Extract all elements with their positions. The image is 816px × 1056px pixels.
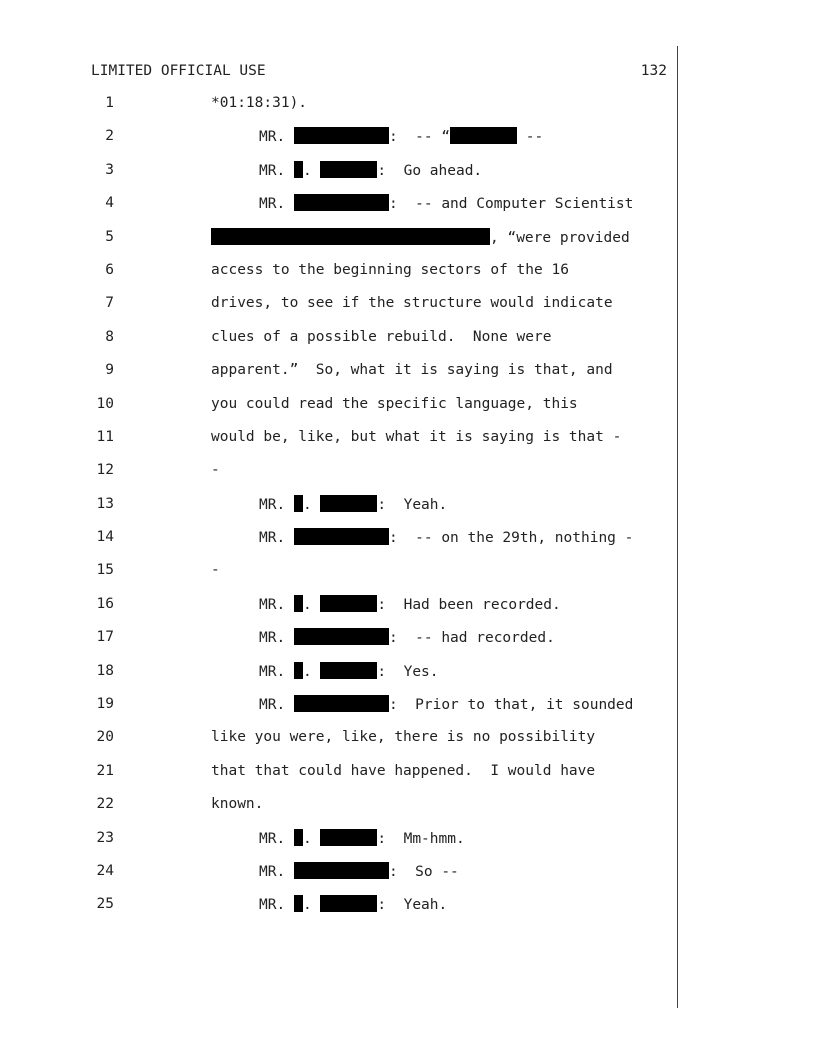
transcript-line [0, 395, 816, 428]
line-number: 22 [96, 796, 114, 813]
line-text: MR. . : Yes. [259, 663, 439, 680]
classification-header: LIMITED OFFICIAL USE [91, 63, 266, 79]
transcript-line [0, 261, 816, 294]
speaker-prefix: MR. [259, 530, 286, 547]
line-number: 19 [96, 696, 114, 713]
line-number: 13 [96, 495, 114, 512]
line-text: MR. . : Yeah. [259, 897, 448, 914]
line-text: MR. : -- on the 29th, nothing - [259, 530, 634, 547]
transcript-line [0, 161, 816, 194]
line-text: MR. : -- had recorded. [259, 630, 555, 647]
redaction-block [294, 595, 303, 612]
transcript-line [0, 461, 816, 494]
redaction-block [320, 595, 377, 612]
transcript-line [0, 829, 816, 862]
transcript-line [0, 294, 816, 327]
redaction-block [294, 127, 389, 144]
line-number: 10 [96, 395, 114, 412]
transcript-line [0, 127, 816, 160]
line-number: 11 [96, 428, 114, 445]
speaker-prefix: MR. [259, 630, 286, 647]
line-text: you could read the specific language, this [211, 395, 578, 412]
line-text: MR. . : Had been recorded. [259, 596, 561, 613]
transcript-line [0, 628, 816, 661]
speaker-prefix: MR. [259, 162, 286, 179]
transcript-line [0, 728, 816, 761]
line-number: 17 [96, 629, 114, 646]
line-text: MR. . : Yeah. [259, 496, 448, 513]
speaker-prefix: MR. [259, 596, 286, 613]
line-number: 21 [96, 762, 114, 779]
speaker-prefix: MR. [259, 496, 286, 513]
redaction-block [294, 495, 303, 512]
speaker-prefix: MR. [259, 196, 286, 213]
redaction-block [294, 194, 389, 211]
redaction-block [320, 161, 377, 178]
line-number: 16 [96, 595, 114, 612]
transcript-line [0, 795, 816, 828]
transcript-line [0, 695, 816, 728]
line-number: 9 [105, 362, 114, 379]
transcript-body [0, 94, 816, 929]
transcript-line [0, 328, 816, 361]
redaction-block [294, 829, 303, 846]
line-number: 20 [96, 729, 114, 746]
line-text: like you were, like, there is no possibility [211, 729, 596, 746]
redaction-block [294, 662, 303, 679]
redaction-block [294, 895, 303, 912]
speaker-prefix: MR. [259, 830, 286, 847]
line-text: drives, to see if the structure would indicate [211, 295, 613, 312]
transcript-line [0, 561, 816, 594]
redaction-block [450, 127, 517, 144]
redaction-block [211, 228, 490, 245]
line-number: 25 [96, 896, 114, 913]
redaction-block [294, 528, 389, 545]
line-text: MR. : Prior to that, it sounded [259, 697, 634, 714]
transcript-line [0, 194, 816, 227]
redaction-block [320, 829, 377, 846]
transcript-line [0, 528, 816, 561]
line-text: , “were provided [211, 228, 630, 247]
speaker-prefix: MR. [259, 129, 286, 146]
line-text: access to the beginning sectors of the 16 [211, 261, 569, 278]
transcript-line [0, 862, 816, 895]
page-number: 132 [640, 63, 667, 79]
transcript-line [0, 495, 816, 528]
line-text: *01:18:31). [211, 95, 308, 111]
redaction-block [294, 628, 389, 645]
line-number: 2 [105, 128, 114, 145]
line-text: that that could have happened. I would have [211, 762, 596, 779]
line-text: MR. : -- “ -- [259, 129, 544, 146]
redaction-block [294, 862, 389, 879]
line-text: MR. . : Mm-hmm. [259, 830, 465, 847]
line-number: 12 [96, 462, 114, 479]
line-text: known. [211, 796, 264, 813]
redaction-block [294, 161, 303, 178]
line-number: 14 [96, 529, 114, 546]
line-number: 7 [105, 295, 114, 312]
line-text: - [211, 462, 220, 479]
transcript-line [0, 762, 816, 795]
line-text: clues of a possible rebuild. None were [211, 328, 552, 345]
transcript-line [0, 895, 816, 928]
line-number: 8 [105, 328, 114, 345]
redaction-block [320, 495, 377, 512]
line-number: 23 [96, 829, 114, 846]
transcript-line [0, 94, 816, 127]
line-text: apparent.” So, what it is saying is that, and [211, 362, 613, 379]
line-text: MR. : -- and Computer Scientist [259, 196, 634, 213]
speaker-prefix: MR. [259, 663, 286, 680]
line-text: - [211, 562, 220, 579]
line-number: 24 [96, 862, 114, 879]
line-number: 6 [105, 261, 114, 278]
line-number: 3 [105, 161, 114, 178]
line-text: MR. . : Go ahead. [259, 162, 483, 179]
line-number: 1 [105, 95, 114, 111]
transcript-line [0, 595, 816, 628]
line-number: 4 [105, 195, 114, 212]
transcript-line [0, 428, 816, 461]
transcript-line [0, 228, 816, 261]
line-text: would be, like, but what it is saying is that - [211, 428, 622, 445]
redaction-block [320, 895, 377, 912]
speaker-prefix: MR. [259, 863, 286, 880]
transcript-line [0, 662, 816, 695]
speaker-prefix: MR. [259, 697, 286, 714]
line-text: MR. : So -- [259, 863, 459, 880]
line-number: 15 [96, 562, 114, 579]
line-number: 18 [96, 662, 114, 679]
speaker-prefix: MR. [259, 897, 286, 914]
transcript-line [0, 361, 816, 394]
redaction-block [320, 662, 377, 679]
redaction-block [294, 695, 389, 712]
line-number: 5 [105, 228, 114, 245]
